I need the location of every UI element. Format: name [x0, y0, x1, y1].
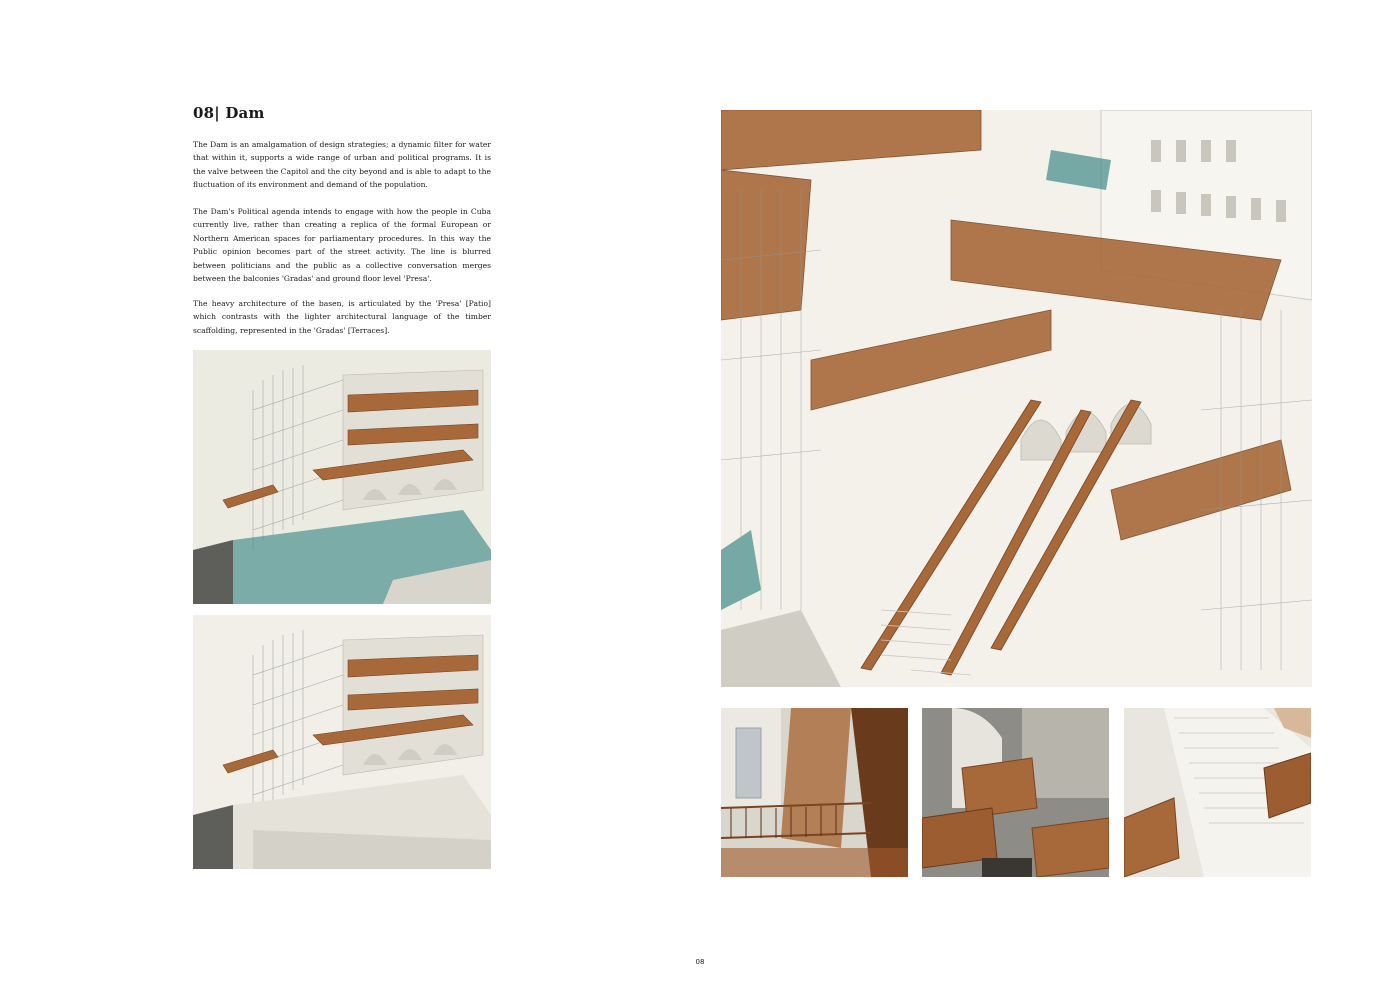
- paragraph-architecture: The heavy architecture of the basen, is articulated by the 'Presa' [Patio] which contrasts with the lighter architectural language of the timber scaffolding, represented in the 'Gradas' [Terraces].: [193, 299, 491, 335]
- render-detail-terraces: [1124, 708, 1311, 877]
- render-section-drained: [193, 615, 491, 869]
- paragraph-intro: The Dam is an amalgamation of design strategies; a dynamic filter for water that within it, supports a wide range of urban and political programs. It is the valve between the Capitol and the city beyond and is able to adapt to the fluctuation of its environment and demand of the population.: [193, 140, 491, 190]
- page-number: 08: [695, 958, 705, 966]
- section-title: 08| Dam: [193, 104, 265, 122]
- render-detail-stair-window: [721, 708, 908, 877]
- render-aerial-overview: [721, 110, 1312, 687]
- paragraph-political-agenda: The Dam's Political agenda intends to engage with how the people in Cuba currently live, rather than creating a replica of the formal European or Northern American spaces for parliamentary procedures. In this way the Public opinion becomes part of the street activity. The line is blurred between politicians and the public as a collective conversation merges between the balconies 'Gradas' and ground floor level 'Presa'.: [193, 207, 491, 284]
- render-section-with-water: [193, 350, 491, 604]
- render-detail-balconies: [922, 708, 1109, 877]
